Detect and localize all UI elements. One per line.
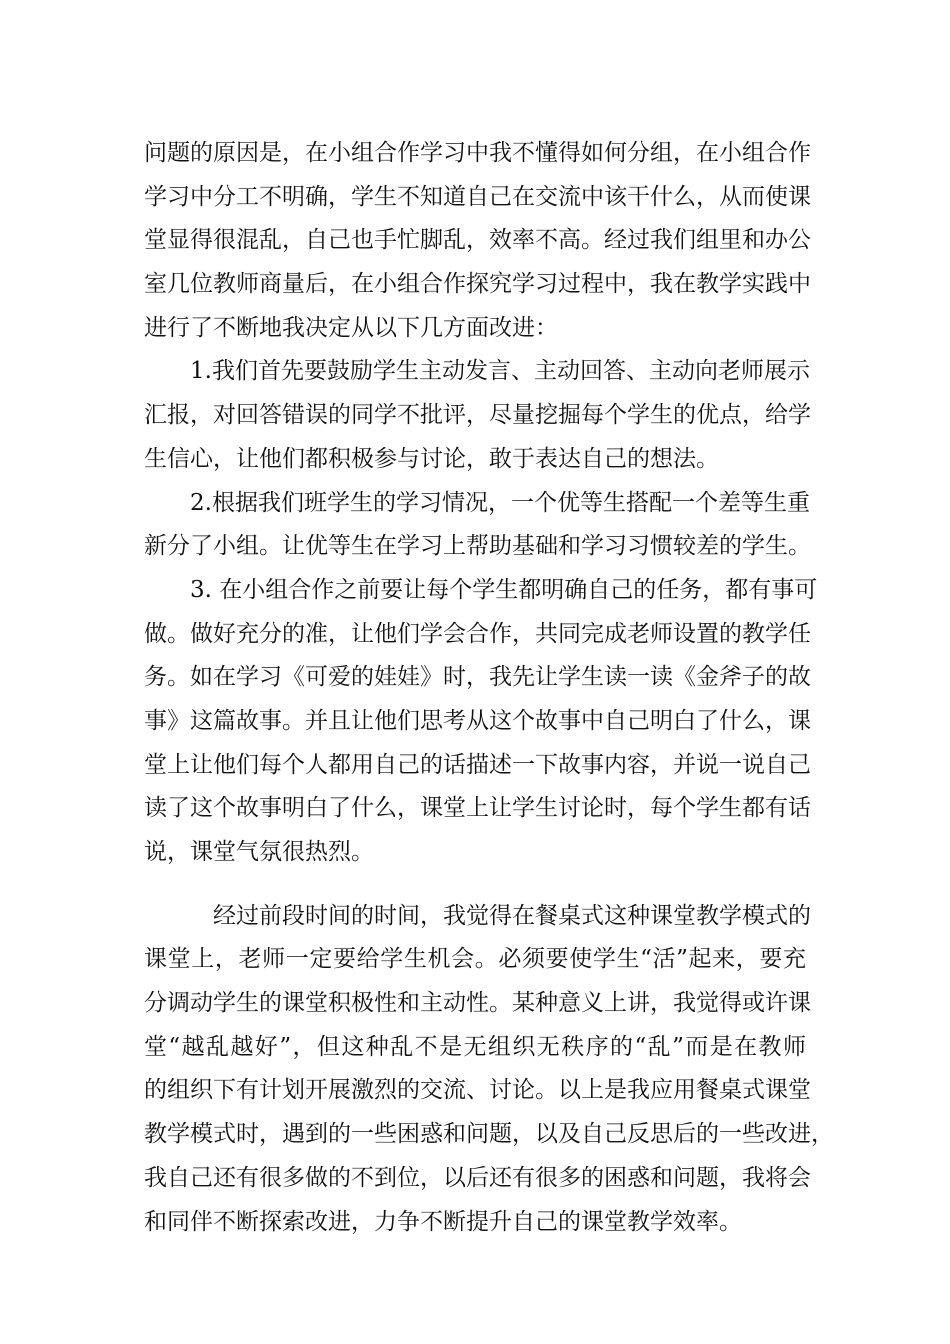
text-line: 2.根据我们班学生的学习情况，一个优等生搭配一个差等生重 [190,489,810,516]
text-line: 汇报，对回答错误的同学不批评，尽量挖掘每个学生的优点，给学 [144,402,811,429]
text-line: 事》这篇故事。并且让他们思考从这个故事中自己明白了什么，课 [144,707,811,734]
text-line: 我自己还有很多做的不到位，以后还有很多的困惑和问题，我将会 [144,1164,811,1191]
text-line: 和同伴不断探索改进，力争不断提升自己的课堂教学效率。 [144,1208,742,1235]
text-line: 说，课堂气氛很热烈。 [144,839,374,865]
paragraph-continuation [144,132,811,350]
document-body [144,132,834,1244]
text-line: 教学模式时，遇到的一些困惑和问题，以及自己反思后的一些改进， [144,1121,834,1148]
text-line: 室几位教师商量后，在小组合作探究学习过程中，我在教学实践中 [144,271,811,298]
paragraph-item-3 [144,569,818,875]
text-line: 分调动学生的课堂积极性和主动性。某种意义上讲，我觉得或许课 [144,990,811,1017]
text-line: 堂“越乱越好”，但这种乱不是无组织无秩序的“乱”而是在教师 [144,1033,806,1060]
text-line: 进行了不断地我决定从以下几方面改进： [144,314,558,341]
text-line: 堂显得很混乱，自己也手忙脚乱，效率不高。经过我们组里和办公 [144,227,811,254]
text-line: 1.我们首先要鼓励学生主动发言、主动回答、主动向老师展示 [190,358,810,385]
text-line: 新分了小组。让优等生在学习上帮助基础和学习习惯较差的学生。 [144,533,811,560]
text-line: 堂上让他们每个人都用自己的话描述一下故事内容，并说一说自己 [144,751,811,778]
paragraph-gap [144,875,806,895]
text-line: 问题的原因是，在小组合作学习中我不懂得如何分组，在小组合作 [144,140,811,166]
text-line: 3. 在小组合作之前要让每个学生都明确自己的任务，都有事可 [190,576,818,603]
text-line: 学习中分工不明确，学生不知道自己在交流中该干什么，从而使课 [144,183,811,210]
text-line: 务。如在学习《可爱的娃娃》时，我先让学生读一读《金斧子的故 [144,664,811,691]
paragraph-conclusion [144,895,834,1245]
text-line: 做。做好充分的准，让他们学会合作，共同完成老师设置的教学任 [144,620,811,647]
paragraph-item-2 [144,482,811,569]
text-line: 经过前段时间的时间，我觉得在餐桌式这种课堂教学模式的 [213,902,811,929]
text-line: 课堂上，老师一定要给学生机会。必须要使学生“活”起来，要充 [144,946,806,973]
text-line: 读了这个故事明白了什么，课堂上让学生讨论时，每个学生都有话 [144,795,811,822]
text-line: 生信心，让他们都积极参与讨论，敢于表达自己的想法。 [144,445,719,472]
paragraph-item-1 [144,350,811,481]
text-line: 的组织下有计划开展激烈的交流、讨论。以上是我应用餐桌式课堂 [144,1077,811,1104]
